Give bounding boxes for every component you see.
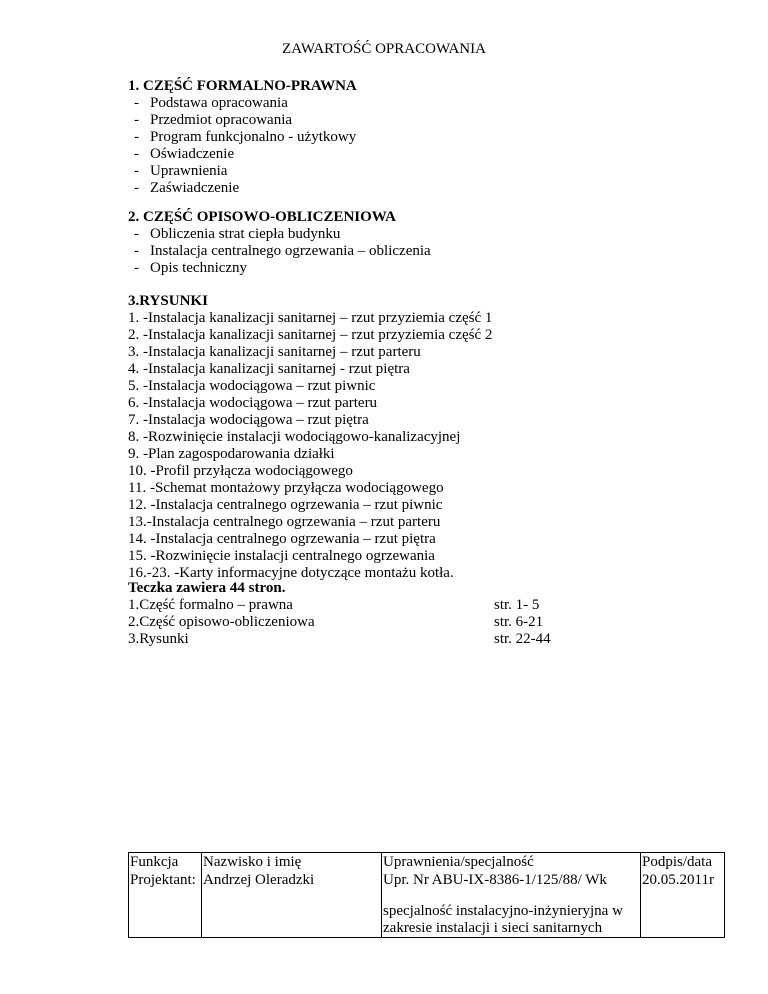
teczka-label: 2.Część opisowo-obliczeniowa bbox=[128, 614, 315, 630]
license-cell: Upr. Nr ABU-IX-8386-1/125/88/ Wk bbox=[382, 871, 641, 889]
table-row bbox=[129, 871, 725, 889]
list-item: 9. -Plan zagospodarowania działki bbox=[128, 446, 335, 462]
teczka-row bbox=[128, 631, 588, 648]
list-item: 5. -Instalacja wodociągowa – rzut piwnic bbox=[128, 378, 376, 394]
list-item: 4. -Instalacja kanalizacji sanitarnej - rzut piętra bbox=[128, 361, 410, 377]
teczka-heading: Teczka zawiera 44 stron. bbox=[128, 580, 286, 596]
list-item: 6. -Instalacja wodociągowa – rzut parteru bbox=[128, 395, 378, 411]
teczka-pages: str. 22-44 bbox=[494, 631, 551, 647]
specialty-cell bbox=[382, 889, 641, 938]
list-item: - Zaświadczenie bbox=[128, 180, 356, 197]
name-cell: Andrzej Oleradzki bbox=[202, 871, 382, 889]
teczka-pages: str. 6-21 bbox=[494, 614, 544, 630]
teczka-row bbox=[128, 597, 588, 614]
document-title: ZAWARTOŚĆ OPRACOWANIA bbox=[282, 41, 486, 57]
header-cell: Podpis/data bbox=[641, 853, 725, 872]
list-item: 7. -Instalacja wodociągowa – rzut piętra bbox=[128, 412, 369, 428]
specialty-line: specjalność instalacyjno-inżynieryjna w bbox=[383, 903, 623, 919]
date-cell: 20.05.2011r bbox=[641, 871, 725, 889]
list-item: - Uprawnienia bbox=[128, 163, 356, 180]
list-item: 1. -Instalacja kanalizacji sanitarnej – rzut przyziemia część 1 bbox=[128, 310, 493, 326]
teczka-summary bbox=[128, 597, 588, 648]
list-item: - Oświadczenie bbox=[128, 146, 356, 163]
specialty-line: zakresie instalacji i sieci sanitarnych bbox=[383, 920, 603, 936]
section3-heading: 3.RYSUNKI bbox=[128, 293, 208, 309]
list-item: 8. -Rozwinięcie instalacji wodociągowo-kanalizacyjnej bbox=[128, 429, 461, 445]
section2-list bbox=[128, 226, 431, 277]
list-item: 2. -Instalacja kanalizacji sanitarnej – rzut przyziemia część 2 bbox=[128, 327, 493, 343]
list-item: 10. -Profil przyłącza wodociągowego bbox=[128, 463, 353, 479]
list-item: - Obliczenia strat ciepła budynku bbox=[128, 226, 431, 243]
header-cell: Funkcja bbox=[129, 853, 202, 872]
list-item: - Instalacja centralnego ogrzewania – obliczenia bbox=[128, 243, 431, 260]
list-item: - Program funkcjonalno - użytkowy bbox=[128, 129, 356, 146]
signature-table bbox=[128, 852, 725, 938]
function-cell: Projektant: bbox=[129, 871, 202, 889]
list-item: - Opis techniczny bbox=[128, 260, 431, 277]
list-item: 16.-23. -Karty informacyjne dotyczące montażu kotła. bbox=[128, 565, 454, 581]
section3-list bbox=[128, 310, 492, 582]
teczka-label: 3.Rysunki bbox=[128, 631, 189, 647]
list-item: 15. -Rozwinięcie instalacji centralnego ogrzewania bbox=[128, 548, 435, 564]
header-cell: Nazwisko i imię bbox=[202, 853, 382, 872]
section1-list bbox=[128, 95, 356, 197]
list-item: 14. -Instalacja centralnego ogrzewania – rzut piętra bbox=[128, 531, 436, 547]
list-item: 3. -Instalacja kanalizacji sanitarnej – rzut parteru bbox=[128, 344, 421, 360]
teczka-row bbox=[128, 614, 588, 631]
list-item: 13.-Instalacja centralnego ogrzewania – rzut parteru bbox=[128, 514, 441, 530]
table-header-row bbox=[129, 853, 725, 872]
section2-heading: 2. CZĘŚĆ OPISOWO-OBLICZENIOWA bbox=[128, 209, 396, 225]
list-item: 11. -Schemat montażowy przyłącza wodociągowego bbox=[128, 480, 444, 496]
list-item: - Przedmiot opracowania bbox=[128, 112, 356, 129]
teczka-label: 1.Część formalno – prawna bbox=[128, 597, 293, 613]
list-item: 12. -Instalacja centralnego ogrzewania – rzut piwnic bbox=[128, 497, 443, 513]
table-row bbox=[129, 889, 725, 938]
list-item: - Podstawa opracowania bbox=[128, 95, 356, 112]
header-cell: Uprawnienia/specjalność bbox=[382, 853, 641, 872]
section1-heading: 1. CZĘŚĆ FORMALNO-PRAWNA bbox=[128, 78, 357, 94]
teczka-pages: str. 1- 5 bbox=[494, 597, 540, 613]
